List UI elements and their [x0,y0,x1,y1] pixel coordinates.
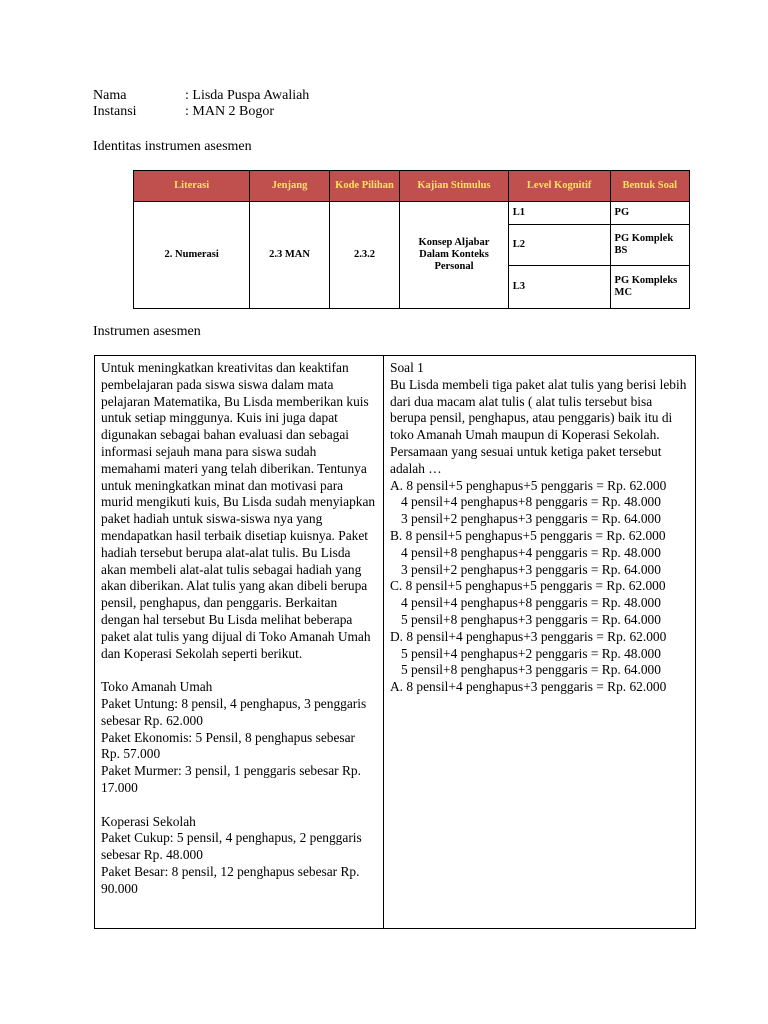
store1-item: Paket Ekonomis: 5 Pensil, 8 penghapus sebesar Rp. 57.000 [101,729,356,762]
question-text: Bu Lisda membeli tiga paket alat tulis yang berisi lebih dari dua macam alat tulis ( alat tulis tersebut bisa berupa pensil, penghapus, atau penggaris) baik itu di toko Amanah Umah maupun di Koperasi Sekolah. [390,376,687,443]
identity-table [133,170,690,309]
institution-value: : MAN 2 Bogor [185,104,275,119]
store1-item: Paket Murmer: 3 pensil, 1 penggaris sebesar Rp. 17.000 [101,763,361,795]
question-title: Soal 1 [390,360,424,375]
header-level-kognitif: Level Kognitif [508,171,610,202]
store2-item: Paket Cukup: 5 pensil, 4 penghapus, 2 penggaris sebesar Rp. 48.000 [101,830,362,863]
cell-bentuk-l2: PG Komplek BS [610,225,689,266]
option-c: C. 8 pensil+5 penghapus+5 penggaris = Rp. 62.000 [390,578,666,594]
header-literasi: Literasi [134,171,250,202]
store1-item: Paket Untung: 8 pensil, 4 penghapus, 3 penggaris sebesar Rp. 62.000 [101,695,367,728]
identity-row [134,202,690,225]
cell-kajian: Konsep Aljabar Dalam Konteks Personal [400,202,509,309]
stimulus-column [95,356,384,928]
identity-header-row [134,171,690,202]
question-column [384,356,695,928]
cell-level-l1: L1 [508,202,610,225]
option-b: B. 8 pensil+5 penghapus+5 penggaris = Rp. 62.000 [390,527,666,543]
name-label: Nama [93,88,127,103]
cell-bentuk-l3: PG Kompleks MC [610,266,689,309]
option-d: D. 8 pensil+4 penghapus+3 penggaris = Rp. 62.000 [390,628,667,644]
cell-literasi: 2. Numerasi [134,202,250,309]
option-d-line: 5 pensil+8 penghapus+3 penggaris = Rp. 64.000 [401,662,661,678]
instrument-table [94,355,696,929]
option-a-line: 4 pensil+4 penghapus+8 penggaris = Rp. 48.000 [401,494,661,510]
header-kode-pilihan: Kode Pilihan [329,171,399,202]
option-c-line: 4 pensil+4 penghapus+8 penggaris = Rp. 48.000 [401,595,661,611]
stimulus-intro: Untuk meningkatkan kreativitas dan keaktifan pembelajaran pada siswa siswa dalam mata pelajaran Matematika, Bu Lisda memberikan kuis untuk setiap minggunya. Kuis ini juga dapat digunakan sebagai bahan evaluasi dan sebagai informasi sejauh mana para siswa sudah memahami materi yang telah diberikan. Tentunya untuk meningkatkan minat dan motivasi para murid mengikuti kuis, Bu Lisda sudah menyiapkan paket hadiah untuk siswa-siswa nya yang mendapatkan hasil terbaik disetiap kuisnya. Paket hadiah tersebut berupa alat-alat tulis. Bu Lisda akan membeli alat-alat tulis sebagai hadiah yang akan diberikan. Alat tulis yang akan dibeli berupa pensil, penghapus, dan penggaris. Berkaitan dengan hal tersebut Bu Lisda melihat beberapa paket alat tulis yang dijual di Toko Amanah Umah dan Koperasi Sekolah seperti berikut. [101,360,376,661]
name-row [93,88,309,104]
store2-item: Paket Besar: 8 pensil, 12 penghapus sebesar Rp. 90.000 [101,863,360,896]
header-jenjang: Jenjang [250,171,329,202]
cell-kode: 2.3.2 [329,202,399,309]
header-kajian-stimulus: Kajian Stimulus [400,171,509,202]
cell-level-l2: L2 [508,225,610,266]
cell-jenjang: 2.3 MAN [250,202,329,309]
cell-bentuk-l1: PG [610,202,689,225]
header-bentuk-soal: Bentuk Soal [610,171,689,202]
store1-name: Toko Amanah Umah [101,679,213,695]
option-b-line: 3 pensil+2 penghapus+3 penggaris = Rp. 64.000 [401,561,661,577]
option-c-line: 5 pensil+8 penghapus+3 penggaris = Rp. 64.000 [401,611,661,627]
author-info [93,88,309,120]
institution-label: Instansi [93,104,137,119]
identity-section-title: Identitas instrumen asesmen [93,139,252,154]
option-a-line: 3 pensil+2 penghapus+3 penggaris = Rp. 64.000 [401,511,661,527]
name-value: : Lisda Puspa Awaliah [185,88,310,103]
institution-row [93,104,309,120]
store2-name: Koperasi Sekolah [101,813,196,829]
option-a: A. 8 pensil+5 penghapus+5 penggaris = Rp. 62.000 [390,477,667,493]
cell-level-l3: L3 [508,266,610,309]
instrument-section-title: Instrumen asesmen [93,324,201,339]
option-b-line: 4 pensil+8 penghapus+4 penggaris = Rp. 48.000 [401,544,661,560]
option-d-line: 5 pensil+4 penghapus+2 penggaris = Rp. 48.000 [401,645,661,661]
question-prompt: Persamaan yang sesuai untuk ketiga paket tersebut adalah … [390,443,662,476]
option-e: A. 8 pensil+4 penghapus+3 penggaris = Rp. 62.000 [390,679,667,695]
